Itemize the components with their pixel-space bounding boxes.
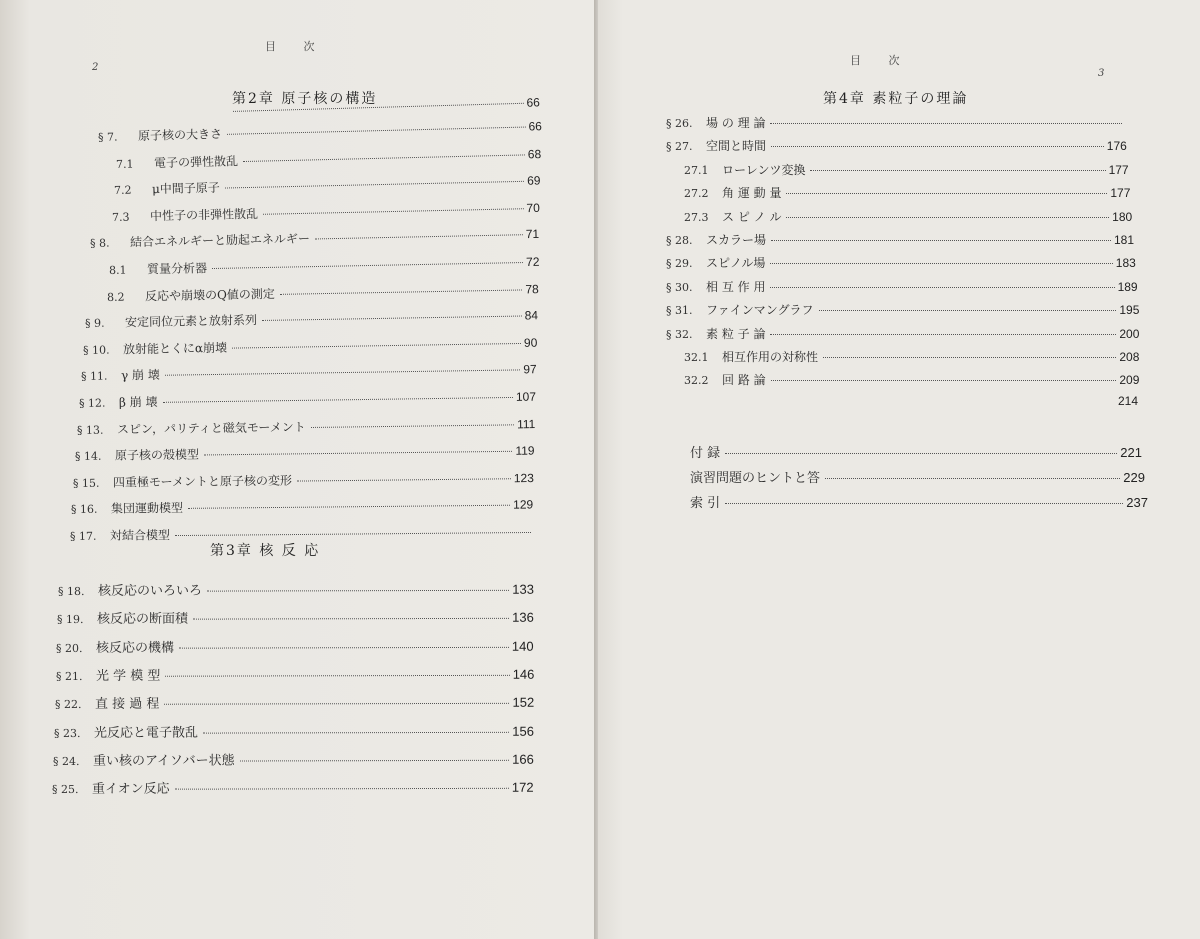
toc-entry (56, 635, 534, 655)
toc-page: 66 (528, 119, 543, 134)
leader-dots (771, 146, 1104, 147)
toc-page: 66 (526, 95, 541, 110)
toc-page: 180 (1112, 209, 1133, 224)
toc-entry (54, 720, 534, 740)
toc-title: 安定同位元素と放射系列 (124, 313, 257, 330)
toc-page: 123 (514, 470, 535, 486)
toc-section-number: § 12. (78, 396, 106, 410)
leader-dots (725, 503, 1123, 504)
toc-page: 140 (512, 638, 535, 654)
toc-title: スピノル場 (706, 256, 766, 271)
toc-section-number: 7.3 (112, 210, 130, 224)
leader-dots (164, 703, 509, 705)
chapter-2-title: 第2章 原子核の構造 (232, 91, 378, 107)
toc-title: 核反応のいろいろ (97, 583, 203, 599)
toc-page: 208 (1119, 350, 1140, 364)
leader-dots (810, 170, 1105, 171)
leader-dots (225, 181, 524, 189)
toc-entry (666, 278, 1138, 295)
toc-section-number: § 13. (77, 423, 104, 437)
toc-entry (57, 607, 534, 627)
toc-title: β 崩 壊 (118, 394, 158, 410)
toc-section-number: 8.2 (106, 290, 125, 304)
toc-section-number: § 19. (57, 613, 84, 627)
toc-page: 176 (1106, 139, 1127, 154)
leader-dots (279, 289, 522, 294)
right-page (598, 0, 1200, 939)
toc-entry (684, 371, 1139, 388)
toc-title: 素 粒 子 論 (706, 326, 766, 341)
toc-section-number: § 11. (80, 369, 108, 384)
toc-title: 核反応の断面積 (97, 611, 189, 628)
toc-entry (684, 161, 1129, 178)
appendix-title: 付 録 (690, 446, 721, 461)
toc-title: 空間と時間 (706, 139, 767, 154)
toc-section-number: 32.2 (684, 374, 709, 388)
leader-dots (262, 316, 522, 321)
toc-section-number: 7.2 (114, 183, 132, 198)
leader-dots (315, 235, 523, 240)
toc-section-number: § 24. (53, 754, 80, 768)
toc-section-number: § 31. (666, 304, 693, 318)
toc-title: 光 学 模 型 (95, 668, 161, 684)
toc-entry (56, 664, 534, 684)
toc-page: 183 (1115, 256, 1136, 271)
toc-title: 原子核の殻模型 (115, 447, 200, 463)
leader-dots (263, 208, 523, 215)
toc-section-number: § 16. (71, 503, 98, 517)
left-page-number: 2 (92, 62, 99, 73)
toc-title: ローレンツ変換 (722, 162, 806, 177)
toc-section-number: 7.1 (115, 157, 134, 171)
toc-page: 177 (1108, 162, 1129, 177)
toc-title: 質量分析器 (146, 261, 207, 277)
toc-page: 72 (525, 254, 540, 269)
toc-entry (684, 348, 1139, 365)
toc-entry (58, 579, 534, 599)
toc-entry (108, 253, 539, 278)
leader-dots (193, 618, 509, 620)
toc-entry (79, 388, 536, 411)
leader-dots (232, 343, 521, 349)
toc-section-number: § 26. (666, 117, 693, 130)
leader-dots (188, 505, 510, 509)
leader-dots (212, 262, 523, 269)
toc-section-number: § 10. (82, 343, 110, 357)
toc-title: 放射能とくにα崩壊 (122, 340, 228, 357)
leader-dots (179, 646, 509, 648)
toc-entry (83, 334, 538, 358)
toc-page: 90 (523, 335, 538, 350)
toc-title: 結合エネルギーと励起エネルギー (130, 231, 311, 250)
appendix-entry (690, 467, 1145, 486)
toc-section-number: § 27. (666, 140, 693, 154)
toc-page: 136 (512, 610, 535, 626)
toc-page: 71 (525, 227, 540, 242)
appendix-title: 索 引 (690, 496, 721, 511)
toc-page: 111 (517, 416, 536, 431)
toc-title: 角 運 動 量 (722, 186, 782, 201)
toc-entry (684, 184, 1130, 201)
toc-page: 68 (527, 146, 542, 161)
toc-title: ファインマングラフ (706, 303, 814, 318)
toc-entry (666, 301, 1139, 318)
toc-entry (73, 469, 534, 491)
toc-page: 84 (524, 308, 538, 323)
leader-dots (770, 334, 1116, 335)
toc-title: 核反応の機構 (96, 640, 175, 656)
left-page (0, 0, 596, 939)
toc-page: 200 (1119, 326, 1140, 341)
leader-dots (204, 451, 512, 456)
leader-dots (233, 103, 524, 112)
leader-dots (823, 357, 1116, 358)
toc-entry (666, 114, 1125, 131)
right-page-header: 目 次 (850, 54, 912, 67)
right-page-number: 3 (1098, 68, 1105, 79)
leader-dots (163, 397, 513, 403)
toc-section-number: 27.2 (684, 187, 709, 201)
leader-dots (240, 760, 510, 762)
leader-dots (725, 453, 1117, 454)
toc-entry (112, 199, 540, 225)
toc-page: 177 (1110, 186, 1131, 201)
leader-dots (770, 287, 1114, 288)
toc-entry (116, 145, 542, 172)
toc-entry (90, 225, 539, 251)
leader-dots (786, 193, 1107, 194)
toc-title: 集団運動模型 (111, 501, 184, 516)
leader-dots (175, 532, 530, 536)
toc-page: 195 (1119, 303, 1140, 318)
toc-entry (85, 306, 538, 331)
toc-title: γ 崩 壊 (120, 368, 160, 383)
toc-section-number: § 32. (666, 327, 693, 341)
chapter-3-title: 第3章 核 反 応 (210, 543, 321, 559)
toc-entry (666, 231, 1134, 248)
left-page-header: 目 次 (265, 40, 327, 53)
toc-entry (81, 361, 537, 385)
toc-page: 70 (526, 200, 541, 215)
leader-dots (165, 370, 520, 376)
toc-section-number: 27.1 (684, 163, 709, 177)
leader-dots (819, 310, 1117, 311)
toc-section-number: § 22. (54, 698, 82, 712)
leader-dots (207, 590, 509, 592)
toc-title: 反応や崩壊のQ値の測定 (144, 286, 275, 303)
toc-page: 107 (515, 389, 537, 404)
toc-page: 97 (523, 362, 537, 377)
toc-section-number: § 21. (55, 669, 83, 683)
toc-entry (666, 137, 1127, 154)
toc-section-number: § 25. (52, 783, 79, 797)
appendix-entry (690, 492, 1148, 511)
toc-entry (55, 692, 534, 712)
toc-page: 152 (512, 694, 535, 710)
leader-dots (311, 424, 514, 428)
leader-dots (203, 731, 509, 733)
toc-title: 光反応と電子散乱 (93, 725, 199, 741)
toc-title: 四重極モーメントと原子核の変形 (113, 473, 293, 490)
toc-title: 対結合模型 (109, 528, 170, 543)
toc-page: 133 (512, 581, 535, 597)
toc-page: 189 (1117, 279, 1138, 294)
leader-dots (175, 788, 509, 790)
toc-section-number: 27.3 (684, 210, 709, 224)
toc-section-number: § 7. (97, 130, 118, 144)
toc-page: 156 (512, 723, 535, 739)
toc-section-number: § 15. (73, 476, 100, 490)
toc-title: 重い核のアイソバー状態 (93, 753, 235, 769)
toc-page: 119 (515, 443, 535, 458)
toc-entry (52, 777, 534, 797)
chapter-4-trailing-entry (1078, 394, 1138, 408)
toc-section-number: § 28. (666, 234, 693, 247)
leader-dots (825, 478, 1120, 479)
toc-title: ス ピ ノ ル (722, 209, 782, 224)
toc-section-number: § 23. (53, 726, 81, 740)
leader-dots (771, 380, 1117, 381)
toc-page: 166 (512, 751, 535, 767)
leader-dots (165, 675, 509, 677)
toc-section-number: § 14. (75, 449, 102, 464)
toc-page: 172 (512, 779, 535, 795)
toc-page: 69 (527, 173, 541, 188)
toc-title: 中性子の非弾性散乱 (150, 206, 259, 223)
appendix-title: 演習問題のヒントと答 (690, 471, 821, 486)
toc-title: 重イオン反応 (92, 781, 171, 797)
toc-section-number: § 8. (90, 236, 111, 251)
toc-page: 78 (524, 281, 539, 296)
toc-title: 相 互 作 用 (706, 279, 766, 294)
toc-entry (71, 496, 533, 518)
toc-title: 場 の 理 論 (706, 116, 766, 130)
toc-section-number: 32.1 (684, 351, 709, 364)
chapter-4-title: 第4章 素粒子の理論 (823, 91, 969, 107)
toc-title: 電子の弾性散乱 (153, 153, 239, 170)
toc-section-number: § 9. (84, 316, 105, 331)
leader-dots (297, 478, 511, 481)
toc-section-number: § 18. (57, 584, 85, 598)
toc-title: 回 路 論 (722, 373, 766, 388)
toc-entry (666, 325, 1139, 342)
toc-section-number: § 17. (69, 529, 97, 543)
toc-entry (684, 208, 1132, 225)
toc-entry (114, 172, 541, 199)
leader-dots (243, 154, 525, 162)
leader-dots (771, 240, 1111, 241)
toc-entry (53, 749, 534, 769)
toc-page: 221 (1120, 445, 1142, 460)
toc-page: 181 (1113, 233, 1134, 247)
toc-section-number: § 20. (56, 641, 83, 655)
toc-page: 237 (1126, 495, 1148, 510)
toc-title: 直 接 過 程 (94, 696, 160, 713)
toc-title: スピン，パリティと磁気モーメント (117, 419, 306, 437)
toc-entry (77, 415, 535, 438)
toc-section-number: 8.1 (108, 263, 127, 277)
toc-entry (75, 442, 535, 464)
leader-dots (786, 217, 1109, 218)
toc-title: μ中間子原子 (152, 180, 221, 197)
leader-dots (770, 123, 1122, 124)
toc-page: 229 (1123, 470, 1145, 485)
toc-section-number: § 30. (666, 280, 693, 294)
toc-page: 214 (1117, 394, 1138, 408)
leader-dots (770, 263, 1112, 264)
toc-title: スカラー場 (706, 233, 767, 247)
toc-entry (106, 280, 538, 305)
toc-page: 209 (1119, 373, 1140, 388)
toc-page: 129 (513, 497, 534, 513)
toc-entry (98, 117, 542, 145)
toc-section-number: § 29. (666, 257, 693, 271)
appendix-entry (690, 442, 1142, 461)
toc-entry (666, 254, 1136, 271)
toc-title: 相互作用の対称性 (722, 350, 819, 364)
toc-title: 原子核の大きさ (137, 126, 223, 144)
toc-page: 146 (512, 666, 535, 682)
leader-dots (227, 127, 526, 135)
